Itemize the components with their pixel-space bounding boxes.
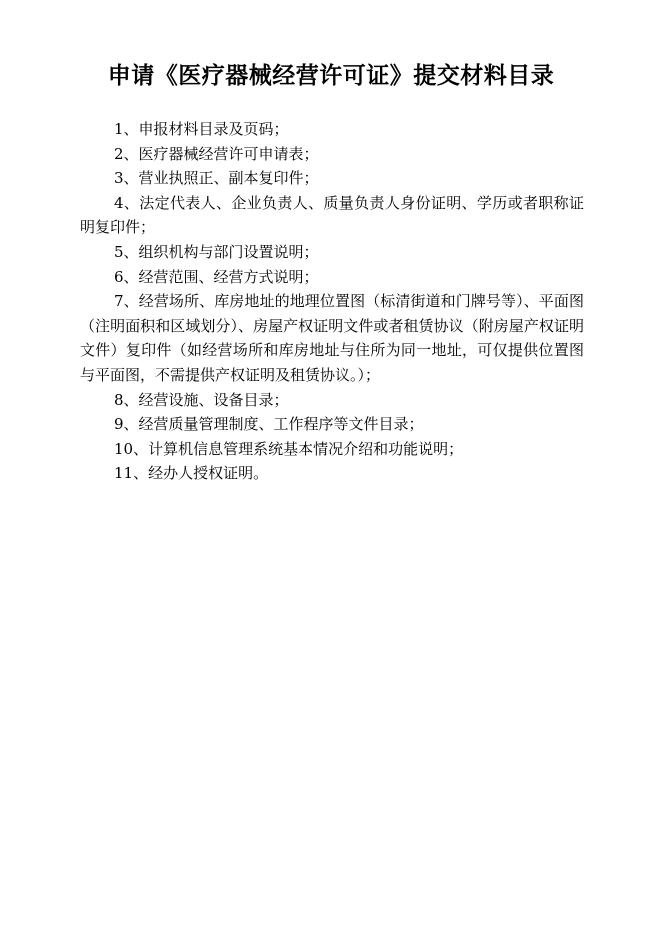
list-item: 8、经营设施、设备目录； xyxy=(114,390,289,409)
list-item: 4、法定代表人、企业负责人、质量负责人身份证明、学历或者职称证明复印件； xyxy=(80,193,584,237)
list-item: 11、经办人授权证明。 xyxy=(114,464,269,483)
material-list xyxy=(80,117,584,486)
document-title: 申请《医疗器械经营许可证》提交材料目录 xyxy=(107,62,555,89)
list-item: 3、营业执照正、副本复印件； xyxy=(114,169,319,188)
list-item: 10、计算机信息管理系统基本情况介绍和功能说明； xyxy=(114,439,464,458)
list-item: 6、经营范围、经营方式说明； xyxy=(114,267,319,286)
list-item: 7、经营场所、库房地址的地理位置图（标清街道和门牌号等）、平面图（注明面积和区域划分）、房屋产权证明文件或者租赁协议（附房屋产权证明文件）复印件（如经营场所和库房地址与住所为同一地址，可仅提供位置图与平面图，不需提供产权证明及租赁协议。）； xyxy=(80,292,584,384)
list-item: 1、申报材料目录及页码； xyxy=(114,120,289,138)
list-item: 2、医疗器械经营许可申请表； xyxy=(114,144,319,163)
list-item: 9、经营质量管理制度、工作程序等文件目录； xyxy=(114,415,424,434)
list-item: 5、组织机构与部门设置说明； xyxy=(114,242,319,261)
